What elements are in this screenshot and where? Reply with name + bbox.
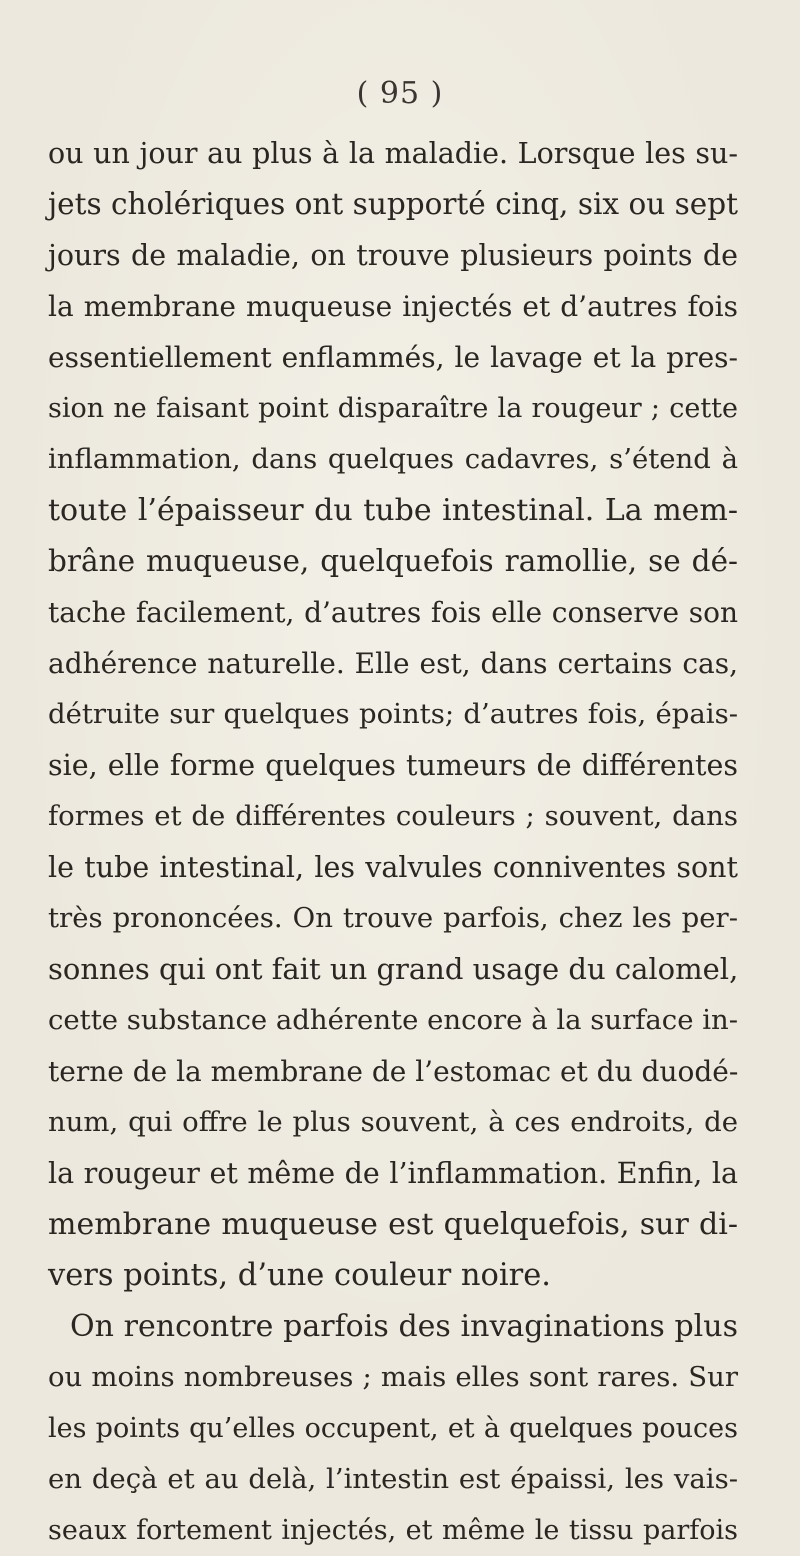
text-line: inflammation, dans quelques cadavres, s’étend à [48, 443, 738, 475]
text-line: jets cholériques ont supporté cinq, six ou sept [48, 187, 738, 221]
text-line: très prononcées. On trouve parfois, chez les per- [48, 902, 738, 934]
text-line: le tube intestinal, les valvules conniventes sont [48, 851, 738, 884]
text-line: toute l’épaisseur du tube intestinal. La mem- [48, 493, 738, 528]
text-line: la membrane muqueuse injectés et d’autres fois [48, 290, 738, 323]
text-line: vers points, d’une couleur noire. [48, 1258, 551, 1293]
text-line: la rougeur et même de l’inflammation. Enfin, la [48, 1157, 738, 1190]
text-line: terne de la membrane de l’estomac et du duodé- [48, 1055, 739, 1088]
text-line: adhérence naturelle. Elle est, dans certains cas, [48, 647, 738, 680]
text-line: ou un jour au plus à la maladie. Lorsque les su- [48, 137, 738, 170]
text-line: tache facilement, d’autres fois elle conserve son [48, 596, 738, 629]
text-line: seaux fortement injectés, et même le tissu parfois [48, 1515, 738, 1546]
text-line: brâne muqueuse, quelquefois ramollie, se dé- [48, 544, 738, 578]
text-line: en deçà et au delà, l’intestin est épaissi, les vais- [48, 1463, 738, 1495]
text-line: ou moins nombreuses ; mais elles sont rares. Sur [48, 1361, 738, 1393]
text-line: formes et de différentes couleurs ; souvent, dans [48, 800, 738, 832]
text-line: jours de maladie, on trouve plusieurs points de [48, 239, 738, 272]
page-number: ( 95 ) [356, 76, 444, 111]
text-line: sion ne faisant point disparaître la rougeur ; cette [48, 393, 738, 424]
text-line: sonnes qui ont fait un grand usage du calomel, [48, 952, 739, 986]
text-line: essentiellement enflammés, le lavage et la pres- [48, 341, 738, 374]
text-line: num, qui offre le plus souvent, à ces endroits, de [48, 1106, 738, 1138]
body-text [48, 128, 738, 1556]
text-line: cette substance adhérente encore à la surface in- [48, 1004, 739, 1036]
text-line: sie, elle forme quelques tumeurs de différentes [48, 749, 738, 782]
text-line: On rencontre parfois des invaginations plus [70, 1309, 738, 1344]
text-line: détruite sur quelques points; d’autres fois, épais- [48, 698, 738, 730]
text-line: les points qu’elles occupent, et à quelques pouces [48, 1413, 738, 1444]
text-line: membrane muqueuse est quelquefois, sur di- [48, 1207, 738, 1242]
